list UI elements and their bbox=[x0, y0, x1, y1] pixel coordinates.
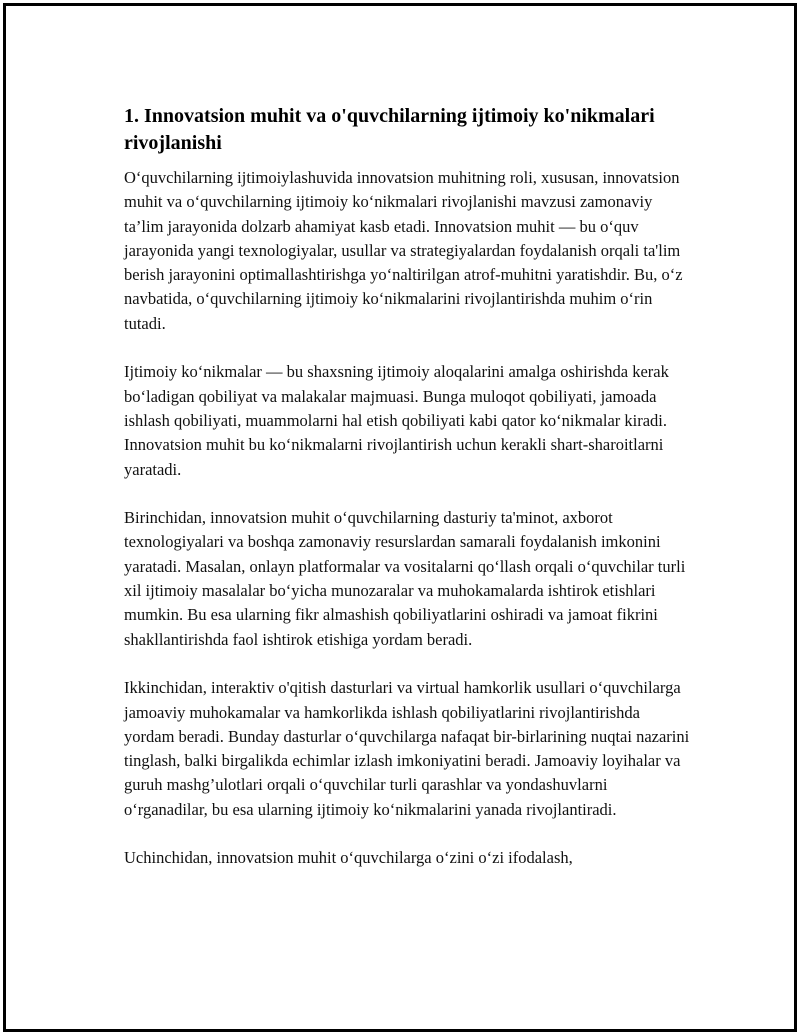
paragraph-2: Ijtimoiy ko‘nikmalar — bu shaxsning ijtimoiy aloqalarini amalga oshirishda kerak bo‘ladigan qobiliyat va malakalar majmuasi. Bunga muloqot qobiliyati, jamoada ishlash qobiliyati, muammolarni hal etish qobiliyati kabi qator ko‘nikmalar kiradi. Innovatsion muhit bu ko‘nikmalarni rivojlantirish uchun kerakli shart-sharoitlarni yaratadi. bbox=[124, 362, 669, 479]
paragraph-4: Ikkinchidan, interaktiv o'qitish dasturlari va virtual hamkorlik usullari o‘quvchilarga jamoaviy muhokamalar va hamkorlikda ishlash qobiliyatlarini rivojlantirishda yordam beradi. Bunday dasturlar o‘quvchilarga nafaqat bir-birlarining nuqtai nazarini tinglash, balki birgalikda echimlar izlash imkoniyatini beradi. Jamoaviy loyihalar va guruh mashg’ulotlari orqali o‘quvchilar turli qarashlar va yondashuvlarni o‘rganadilar, bu esa ularning ijtimoiy ko‘nikmalarini yanada rivojlantiradi. bbox=[124, 678, 690, 819]
section-heading: 1. Innovatsion muhit va o'quvchilarning ijtimoiy ko'nikmalari rivojlanishi bbox=[124, 105, 655, 154]
paragraph-1: O‘quvchilarning ijtimoiylashuvida innovatsion muhitning roli, xususan, innovatsion muhit va o‘quvchilarning ijtimoiy ko‘nikmalari rivojlanishi mavzusi zamonaviy ta’lim jarayonida dolzarb ahamiyat kasb etadi. Innovatsion muhit — bu o‘quv jarayonida yangi texnologiyalar, usullar va strategiyalardan foydalanish orqali ta'lim berish jarayonini optimallashtirishga yo‘naltirilgan atrof-muhitni yaratishdir. Bu, o‘z navbatida, o‘quvchilarning ijtimoiy ko‘nikmalarini rivojlantirishda muhim o‘rin tutadi. bbox=[124, 168, 683, 333]
paragraph-3: Birinchidan, innovatsion muhit o‘quvchilarning dasturiy ta'minot, axborot texnologiyalari va boshqa zamonaviy resurslardan samarali foydalanish imkonini yaratadi. Masalan, onlayn platformalar va vositalarni qo‘llash orqali o‘quvchilar turli xil ijtimoiy masalalar bo‘yicha munozaralar va muhokamalarda ishtirok etishlari mumkin. Bu esa ularning fikr almashish qobiliyatlarini oshiradi va jamoat fikrini shakllantirishda faol ishtirok etishiga yordam beradi. bbox=[124, 508, 686, 649]
document-body bbox=[124, 103, 694, 871]
paragraph-5: Uchinchidan, innovatsion muhit o‘quvchilarga o‘zini o‘zi ifodalash, bbox=[124, 848, 573, 868]
page-frame bbox=[3, 3, 797, 1032]
